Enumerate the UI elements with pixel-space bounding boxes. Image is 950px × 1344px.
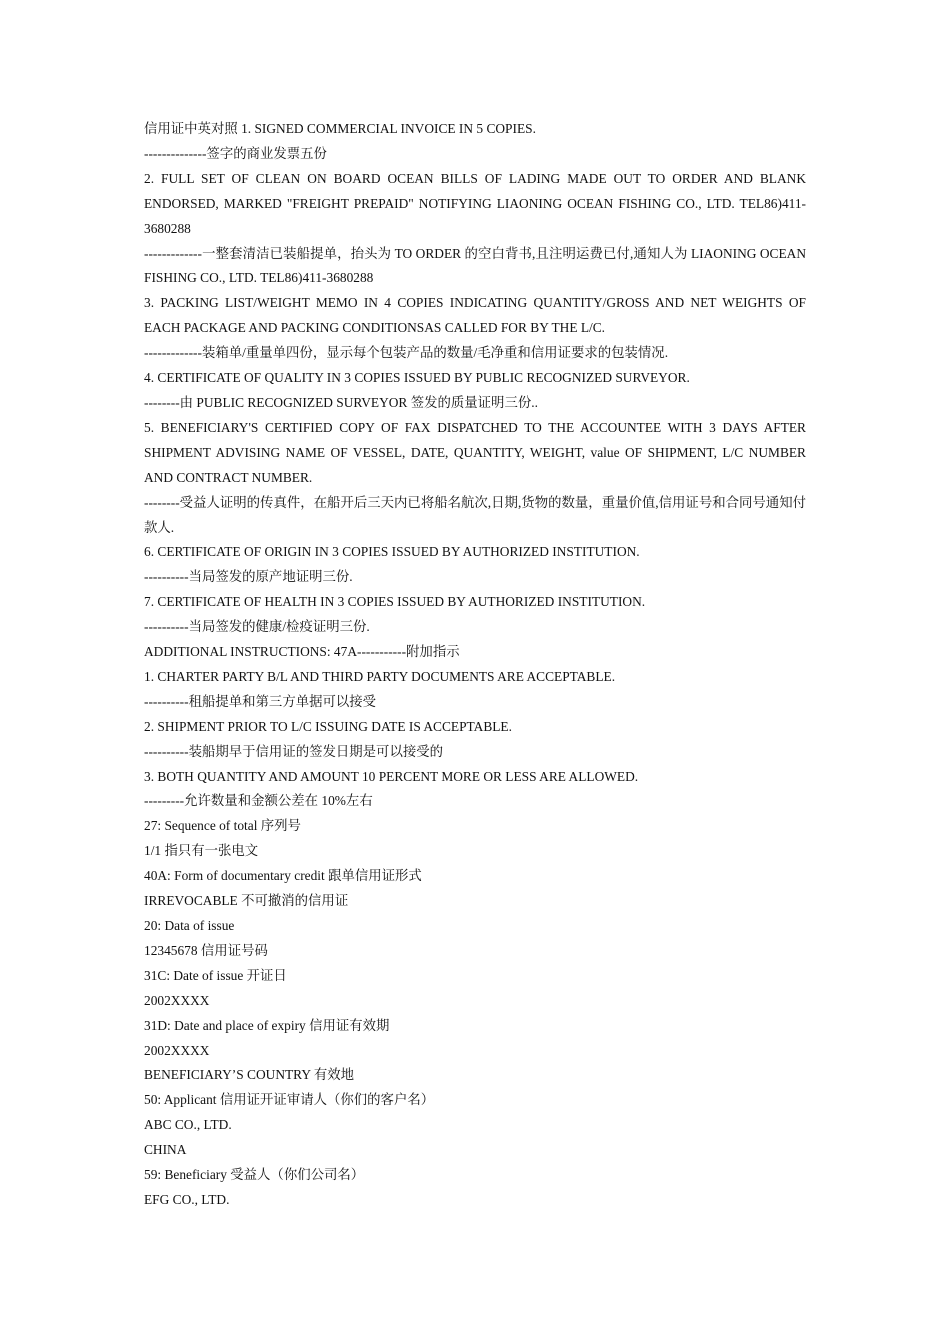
text-line: 31D: Date and place of expiry 信用证有效期: [144, 1017, 390, 1033]
text-line: 20: Data of issue: [144, 918, 235, 933]
text-line: 3. BOTH QUANTITY AND AMOUNT 10 PERCENT MORE OR LESS ARE ALLOWED.: [144, 768, 639, 784]
text-line: ----------当局签发的健康/检疫证明三份.: [144, 619, 370, 635]
text-line: 2002XXXX: [144, 1042, 210, 1058]
text-line: 5. BENEFICIARY'S CERTIFIED COPY OF FAX DISPATCHED TO THE ACCOUNTEE WITH 3 DAYS AFTER SHIPMENT ADVISING NAME OF VESSEL, DATE, QUANTITY, WEIGHT, value OF SHIPMENT, L/C NUMBER AND CONTRACT NUMBER.: [144, 419, 806, 485]
text-line: 31C: Date of issue 开证日: [144, 967, 287, 983]
text-line: ----------租船提单和第三方单据可以接受: [144, 693, 377, 709]
text-line: 27: Sequence of total 序列号: [144, 818, 301, 834]
text-line: ---------允许数量和金额公差在 10%左右: [144, 793, 373, 809]
text-line: 7. CERTIFICATE OF HEALTH IN 3 COPIES ISSUED BY AUTHORIZED INSTITUTION.: [144, 594, 646, 610]
text-line: 2002XXXX: [144, 992, 210, 1008]
text-line: BENEFICIARY’S COUNTRY 有效地: [144, 1067, 355, 1083]
text-line: 3. PACKING LIST/WEIGHT MEMO IN 4 COPIES INDICATING QUANTITY/GROSS AND NET WEIGHTS OF EACH PACKAGE AND PACKING CONDITIONSAS CALLED FOR BY THE L/C.: [144, 295, 806, 336]
text-line: 2. SHIPMENT PRIOR TO L/C ISSUING DATE IS ACCEPTABLE.: [144, 718, 512, 734]
document-body: [144, 117, 806, 1213]
text-line: ----------装船期早于信用证的签发日期是可以接受的: [144, 743, 444, 759]
text-line: --------受益人证明的传真件，在船开后三天内已将船名航次,日期,货物的数量，重量价值,信用证号和合同号通知付款人.: [144, 494, 806, 535]
text-line: -------------一整套清洁已装船提单，抬头为 TO ORDER 的空白背书,且注明运费已付,通知人为 LIAONING OCEAN FISHING CO., LTD. TEL86)411-3680288: [144, 245, 806, 286]
text-line: ----------当局签发的原产地证明三份.: [144, 569, 353, 585]
text-line: ADDITIONAL INSTRUCTIONS: 47A-----------附加指示: [144, 644, 460, 660]
text-line: 50: Applicant 信用证开证审请人（你们的客户名）: [144, 1092, 435, 1108]
text-line: CHINA: [144, 1142, 187, 1158]
text-line: 6. CERTIFICATE OF ORIGIN IN 3 COPIES ISSUED BY AUTHORIZED INSTITUTION.: [144, 544, 640, 560]
text-line: 2. FULL SET OF CLEAN ON BOARD OCEAN BILLS OF LADING MADE OUT TO ORDER AND BLANK ENDORSED, MARKED "FREIGHT PREPAID" NOTIFYING LIAONING OCEAN FISHING CO., LTD. TEL86)411-3680288: [144, 170, 806, 236]
text-line: 1. CHARTER PARTY B/L AND THIRD PARTY DOCUMENTS ARE ACCEPTABLE.: [144, 668, 616, 684]
text-line: 1/1 指只有一张电文: [144, 843, 259, 859]
text-line: EFG CO., LTD.: [144, 1191, 230, 1207]
text-line: 40A: Form of documentary credit 跟单信用证形式: [144, 868, 422, 884]
text-line: --------由 PUBLIC RECOGNIZED SURVEYOR 签发的质量证明三份..: [144, 394, 538, 410]
text-line: 59: Beneficiary 受益人（你们公司名）: [144, 1167, 365, 1183]
text-line: 4. CERTIFICATE OF QUALITY IN 3 COPIES ISSUED BY PUBLIC RECOGNIZED SURVEYOR.: [144, 370, 690, 386]
text-line: IRREVOCABLE 不可撤消的信用证: [144, 893, 349, 909]
text-line: -------------装箱单/重量单四份，显示每个包装产品的数量/毛净重和信用证要求的包装情况.: [144, 345, 669, 361]
text-line: 信用证中英对照 1. SIGNED COMMERCIAL INVOICE IN 5 COPIES.: [144, 121, 536, 136]
text-line: --------------签字的商业发票五份: [144, 145, 327, 161]
text-line: ABC CO., LTD.: [144, 1117, 232, 1133]
text-line: 12345678 信用证号码: [144, 942, 268, 958]
